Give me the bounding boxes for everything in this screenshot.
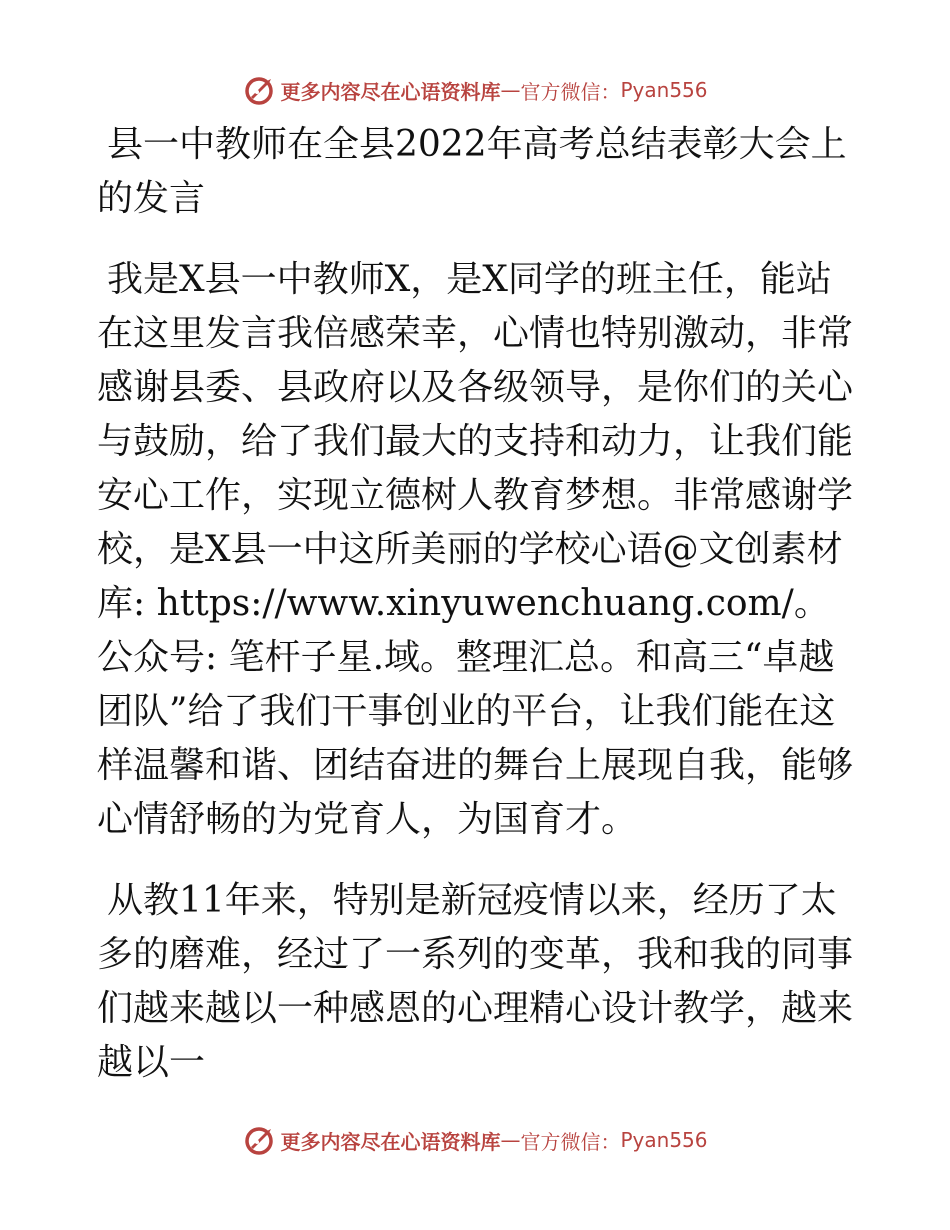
footer-watermark: [0, 1120, 950, 1160]
header-watermark: [0, 70, 950, 110]
banner-separator: —: [500, 1128, 521, 1152]
document-body: [97, 118, 853, 1090]
brand-name: 更多内容尽在心语资料库: [280, 1129, 501, 1154]
wechat-label: 官方微信：: [520, 79, 621, 104]
banner-separator: —: [500, 78, 521, 102]
pen-nib-logo-icon: [242, 1123, 276, 1157]
wechat-id: Pyan556: [620, 78, 708, 102]
pen-nib-logo-icon: [242, 73, 276, 107]
paragraph-2: 从教11年来，特别是新冠疫情以来，经历了太多的磨难，经过了一系列的变革，我和我的同事们越来越以一种感恩的心理精心设计教学，越来越以一: [97, 880, 854, 1083]
brand-name: 更多内容尽在心语资料库: [280, 79, 501, 104]
paragraph-1: 我是X县一中教师X，是X同学的班主任，能站在这里发言我倍感荣幸，心情也特别激动，非常感谢县委、县政府以及各级领导，是你们的关心与鼓励，给了我们最大的支持和动力，让我们能安心工作，实现立德树人教育梦想。非常感谢学校，是X县一中这所美丽的学校心语@文创素材库: https://www.xinyuwenchuang.com/。公众号: 笔杆子星.域。整理汇总。和高三“卓越团队”给了我们干事创业的平台，让我们能在这样温馨和谐、团结奋进的舞台上展现自我，能够心情舒畅的为党育人，为国育才。: [97, 259, 854, 840]
wechat-id: Pyan556: [620, 1128, 708, 1152]
wechat-label: 官方微信：: [520, 1129, 621, 1154]
document-title: 县一中教师在全县2022年高考总结表彰大会上的发言: [97, 124, 847, 219]
